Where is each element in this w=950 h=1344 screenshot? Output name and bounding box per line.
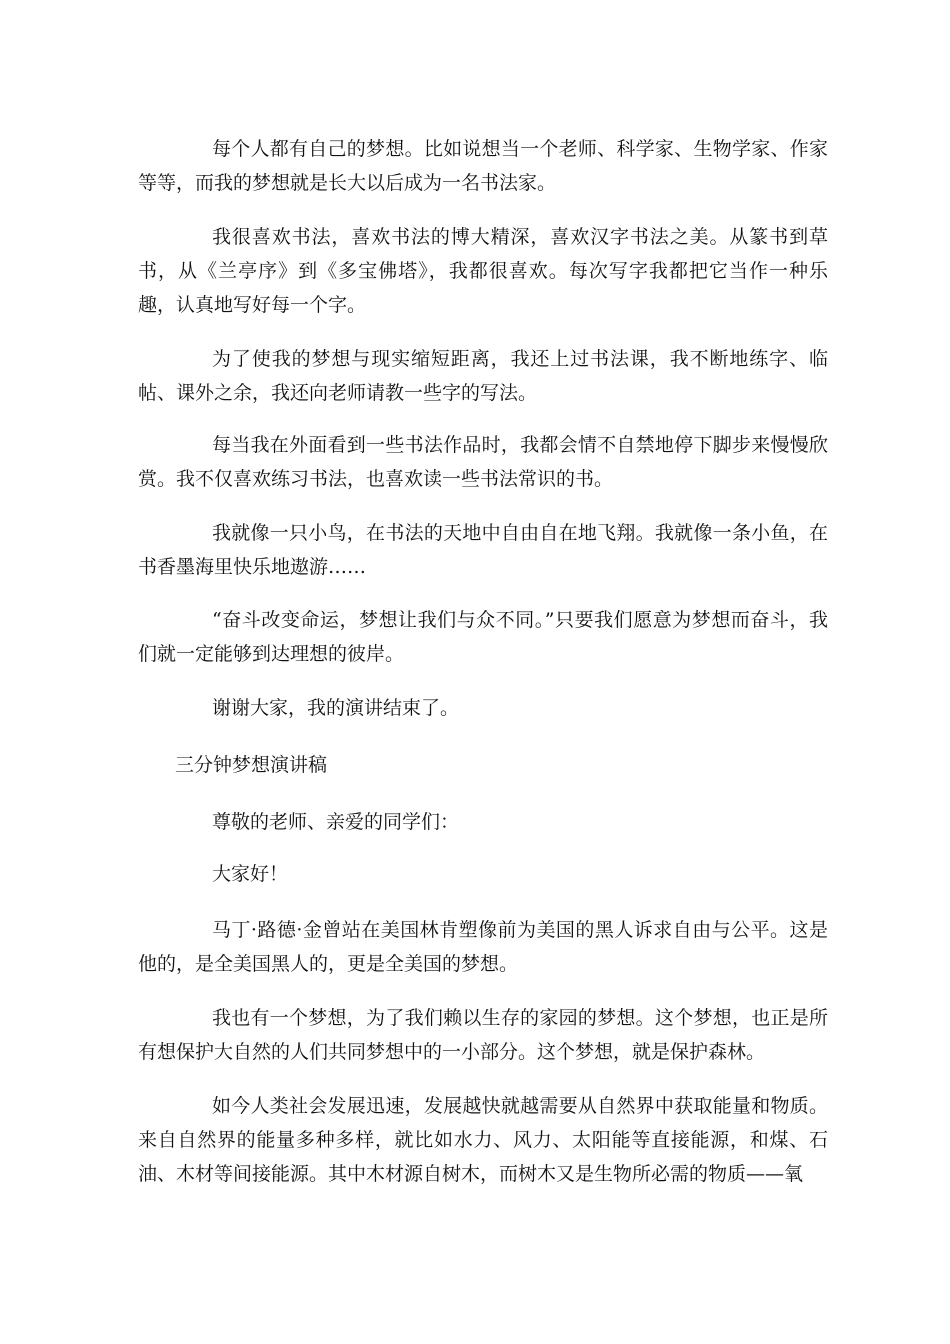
paragraph: 每当我在外面看到一些书法作品时，我都会情不自禁地停下脚步来慢慢欣赏。我不仅喜欢练习书法，也喜欢读一些书法常识的书。 (138, 434, 828, 490)
paragraph: 我也有一个梦想，为了我们赖以生存的家园的梦想。这个梦想，也正是所有想保护大自然的人们共同梦想中的一小部分。这个梦想，就是保护森林。 (138, 1007, 828, 1063)
paragraph: 尊敬的老师、亲爱的同学们： (212, 811, 460, 833)
section-title: 三分钟梦想演讲稿 (175, 754, 328, 776)
paragraph: 谢谢大家，我的演讲结束了。 (212, 697, 460, 719)
paragraph: 我就像一只小鸟，在书法的天地中自由自在地飞翔。我就像一条小鱼，在书香墨海里快乐地遨游…… (138, 522, 828, 578)
paragraph: 我很喜欢书法，喜欢书法的博大精深，喜欢汉字书法之美。从篆书到草书，从《兰亭序》到《多宝佛塔》，我都很喜欢。每次写字我都把它当作一种乐趣，认真地写好每一个字。 (138, 226, 828, 316)
paragraph: 马丁·路德·金曾站在美国林肯塑像前为美国的黑人诉求自由与公平。这是他的，是全美国黑人的，更是全美国的梦想。 (138, 919, 828, 975)
paragraph: “奋斗改变命运，梦想让我们与众不同。”只要我们愿意为梦想而奋斗，我们就一定能够到达理想的彼岸。 (138, 609, 828, 665)
paragraph: 每个人都有自己的梦想。比如说想当一个老师、科学家、生物学家、作家等等，而我的梦想就是长大以后成为一名书法家。 (138, 138, 828, 194)
paragraph: 大家好！ (212, 863, 289, 885)
paragraph: 如今人类社会发展迅速，发展越快就越需要从自然界中获取能量和物质。来自自然界的能量多种多样，就比如水力、风力、太阳能等直接能源，和煤、石油、木材等间接能源。其中木材源自树木，而树木又是生物所必需的物质——氧 (138, 1095, 828, 1185)
paragraph: 为了使我的梦想与现实缩短距离，我还上过书法课，我不断地练字、临帖、课外之余，我还向老师请教一些字的写法。 (138, 348, 828, 404)
